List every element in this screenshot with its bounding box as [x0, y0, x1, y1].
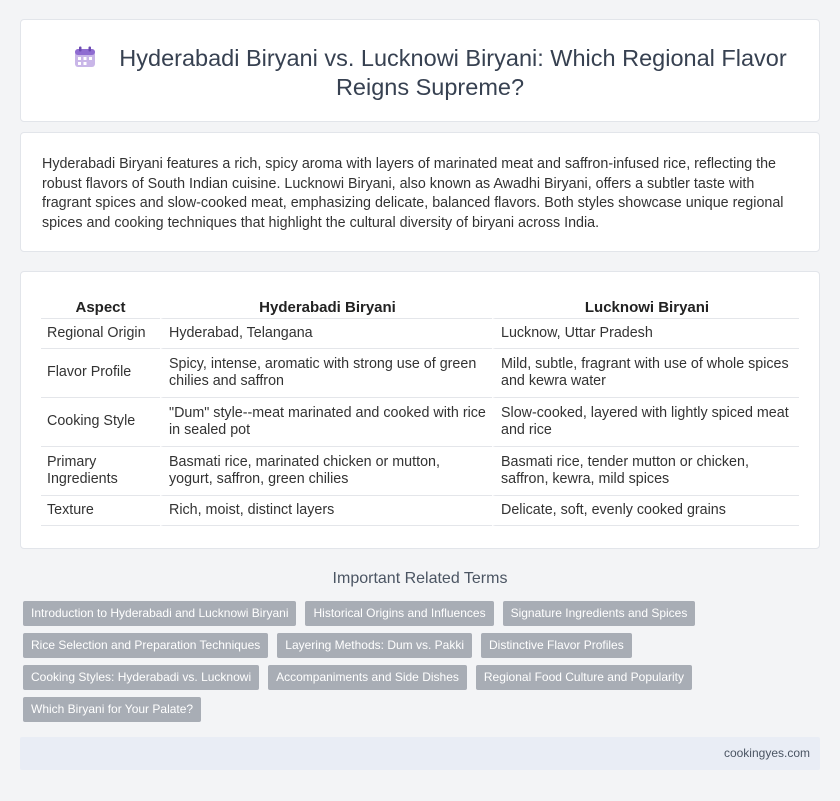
table-row	[41, 398, 799, 447]
page-title: Hyderabadi Biryani vs. Lucknowi Biryani: Which Regional Flavor Reigns Supreme?	[119, 45, 787, 100]
related-term-tag[interactable]: Layering Methods: Dum vs. Pakki	[277, 633, 472, 658]
title-card	[20, 19, 820, 122]
related-term-tag[interactable]: Accompaniments and Side Dishes	[268, 665, 467, 690]
table-row	[41, 496, 799, 526]
table-cell: Flavor Profile	[41, 349, 160, 398]
table-cell: Hyderabad, Telangana	[160, 319, 492, 349]
related-term-tag[interactable]: Distinctive Flavor Profiles	[481, 633, 632, 658]
table-row	[41, 319, 799, 349]
column-header: Lucknowi Biryani	[492, 297, 799, 319]
table-cell: Mild, subtle, fragrant with use of whole spices and kewra water	[492, 349, 799, 398]
table-header-row	[41, 297, 799, 319]
intro-paragraph: Hyderabadi Biryani features a rich, spicy aroma with layers of marinated meat and saffron-infused rice, reflecting the robust flavors of South Indian cuisine. Lucknowi Biryani, also known as Awadhi Biryani, offers a subtler taste with fragrant spices and slow-cooked meat, emphasizing delicate, balanced flavors. Both styles showcase unique regional spices and cooking techniques that highlight the cultural diversity of biryani across India.	[42, 156, 784, 231]
table-cell: Basmati rice, marinated chicken or mutton, yogurt, saffron, green chilies	[160, 447, 492, 496]
table-row	[41, 349, 799, 398]
intro-card	[20, 132, 820, 252]
table-cell: Delicate, soft, evenly cooked grains	[492, 496, 799, 526]
related-term-tag[interactable]: Regional Food Culture and Popularity	[476, 665, 692, 690]
page-title-wrap	[61, 44, 799, 102]
table-cell: Slow-cooked, layered with lightly spiced meat and rice	[492, 398, 799, 447]
related-term-tag[interactable]: Signature Ingredients and Spices	[503, 601, 696, 626]
related-term-tag[interactable]: Introduction to Hyderabadi and Lucknowi Biryani	[23, 601, 296, 626]
related-terms-title: Important Related Terms	[332, 570, 508, 587]
table-cell: Primary Ingredients	[41, 447, 160, 496]
calendar-icon	[73, 46, 97, 68]
column-header: Aspect	[41, 297, 160, 319]
table-cell: Rich, moist, distinct layers	[160, 496, 492, 526]
related-term-tag[interactable]: Which Biryani for Your Palate?	[23, 697, 201, 722]
related-terms-list	[23, 601, 723, 729]
related-term-tag[interactable]: Historical Origins and Influences	[305, 601, 493, 626]
table-cell: Cooking Style	[41, 398, 160, 447]
related-term-tag[interactable]: Rice Selection and Preparation Techniques	[23, 633, 268, 658]
column-header: Hyderabadi Biryani	[160, 297, 492, 319]
related-term-tag[interactable]: Cooking Styles: Hyderabadi vs. Lucknowi	[23, 665, 259, 690]
table-cell: Basmati rice, tender mutton or chicken, saffron, kewra, mild spices	[492, 447, 799, 496]
table-row	[41, 447, 799, 496]
table-cell: "Dum" style--meat marinated and cooked with rice in sealed pot	[160, 398, 492, 447]
table-cell: Texture	[41, 496, 160, 526]
comparison-card	[20, 271, 820, 549]
footer	[20, 737, 820, 770]
table-cell: Lucknow, Uttar Pradesh	[492, 319, 799, 349]
table-cell: Spicy, intense, aromatic with strong use of green chilies and saffron	[160, 349, 492, 398]
footer-site-link[interactable]: cookingyes.com	[723, 746, 810, 760]
table-cell: Regional Origin	[41, 319, 160, 349]
comparison-table	[41, 297, 799, 526]
